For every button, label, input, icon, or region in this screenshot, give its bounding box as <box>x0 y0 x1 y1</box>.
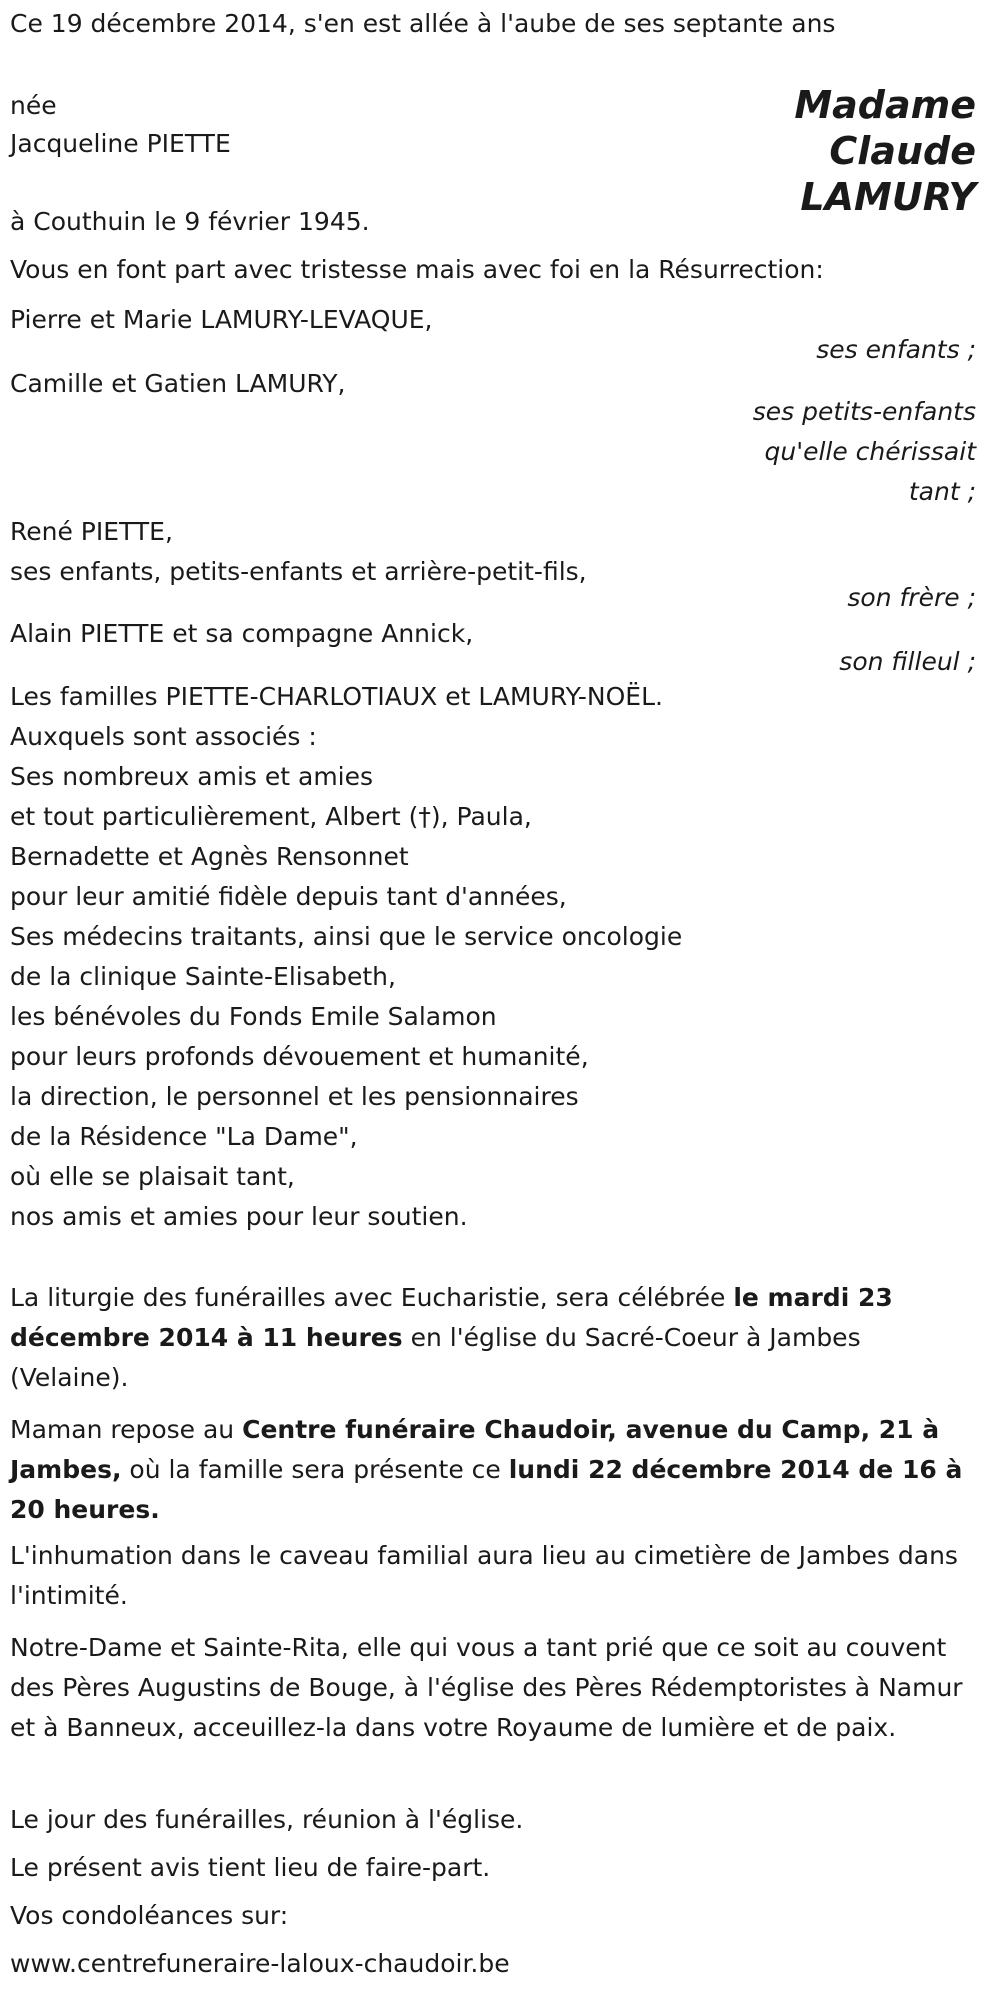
rest-text: Maman repose au <box>10 1415 243 1444</box>
rest-location: Centre funéraire Chaudoir, avenue du Camp, 21 à Jambes, <box>10 1415 940 1484</box>
rest-text-2: où la famille sera présente ce <box>121 1455 509 1484</box>
birth-info: à Couthuin le 9 février 1945. <box>10 207 370 236</box>
rest-paragraph <box>10 1410 980 1530</box>
nee-label: née <box>10 91 57 120</box>
meeting-text: Le jour des funérailles, réunion à l'église. <box>10 1805 524 1834</box>
associated-line: la direction, le personnel et les pensionnaires <box>10 1082 579 1111</box>
associated-line: Auxquels sont associés : <box>10 722 317 751</box>
family-children-names: Pierre et Marie LAMURY-LEVAQUE, <box>10 305 433 334</box>
associated-line: pour leurs profonds dévouement et humanité, <box>10 1042 589 1071</box>
relation-line: tant ; <box>908 477 976 506</box>
associated-line: Ses médecins traitants, ainsi que le service oncologie <box>10 922 683 951</box>
burial-paragraph: L'inhumation dans le caveau familial aura lieu au cimetière de Jambes dans l'intimité. <box>10 1541 958 1610</box>
liturgy-paragraph <box>10 1278 980 1398</box>
deceased-first-name: Claude <box>829 129 976 173</box>
liturgy-date: le mardi 23 décembre 2014 à 11 heures <box>10 1283 893 1352</box>
associated-line: de la Résidence "La Dame", <box>10 1122 358 1151</box>
family-grandchildren-names: Camille et Gatien LAMURY, <box>10 369 346 398</box>
family-brother-descendants: ses enfants, petits-enfants et arrière-petit-fils, <box>10 557 587 586</box>
associated-line: de la clinique Sainte-Elisabeth, <box>10 962 396 991</box>
relation-line: qu'elle chérissait <box>764 437 976 466</box>
associated-line: où elle se plaisait tant, <box>10 1162 295 1191</box>
associated-line: les bénévoles du Fonds Emile Salamon <box>10 1002 497 1031</box>
maiden-name: Jacqueline PIETTE <box>10 129 231 158</box>
deceased-last-name: LAMURY <box>800 175 976 219</box>
liturgy-text: La liturgie des funérailles avec Eucharistie, sera célébrée <box>10 1283 734 1312</box>
family-relation-children: ses enfants ; <box>816 335 976 364</box>
family-relation-grandchildren <box>753 392 976 512</box>
associated-line: et tout particulièrement, Albert (†), Paula, <box>10 802 532 831</box>
associated-line: Ses nombreux amis et amies <box>10 762 374 791</box>
deceased-title: Madame <box>794 83 976 127</box>
family-godson-name: Alain PIETTE et sa compagne Annick, <box>10 619 474 648</box>
associated-line: pour leur amitié fidèle depuis tant d'années, <box>10 882 567 911</box>
condolences-label: Vos condoléances sur: <box>10 1901 289 1930</box>
associated-line: Les familles PIETTE-CHARLOTIAUX et LAMURY-NOËL. <box>10 682 663 711</box>
family-relation-godson: son filleul ; <box>839 647 976 676</box>
associated-line: nos amis et amies pour leur soutien. <box>10 1202 468 1231</box>
liturgy-place: en l'église du Sacré-Coeur à Jambes (Velaine). <box>10 1323 861 1392</box>
prayer-paragraph: Notre-Dame et Sainte-Rita, elle qui vous a tant prié que ce soit au couvent des Pères Augustins de Bouge, à l'église des Pères Rédemptoristes à Namur et à Banneux, acceuillez-la dans votre Royaume de lumière et de paix. <box>10 1633 963 1742</box>
announcement-text: Vous en font part avec tristesse mais avec foi en la Résurrection: <box>10 255 824 284</box>
family-relation-brother: son frère ; <box>847 583 976 612</box>
rest-visiting-hours: lundi 22 décembre 2014 de 16 à 20 heures. <box>10 1455 963 1524</box>
associated-list <box>10 677 682 1237</box>
intro-text: Ce 19 décembre 2014, s'en est allée à l'aube de ses septante ans <box>10 9 836 38</box>
relation-line: ses petits-enfants <box>752 397 976 426</box>
deceased-name <box>794 82 976 220</box>
notice-text: Le présent avis tient lieu de faire-part. <box>10 1853 491 1882</box>
associated-line: Bernadette et Agnès Rensonnet <box>10 842 409 871</box>
family-brother-name: René PIETTE, <box>10 517 173 546</box>
website-link[interactable]: www.centrefuneraire-laloux-chaudoir.be <box>10 1949 510 1978</box>
